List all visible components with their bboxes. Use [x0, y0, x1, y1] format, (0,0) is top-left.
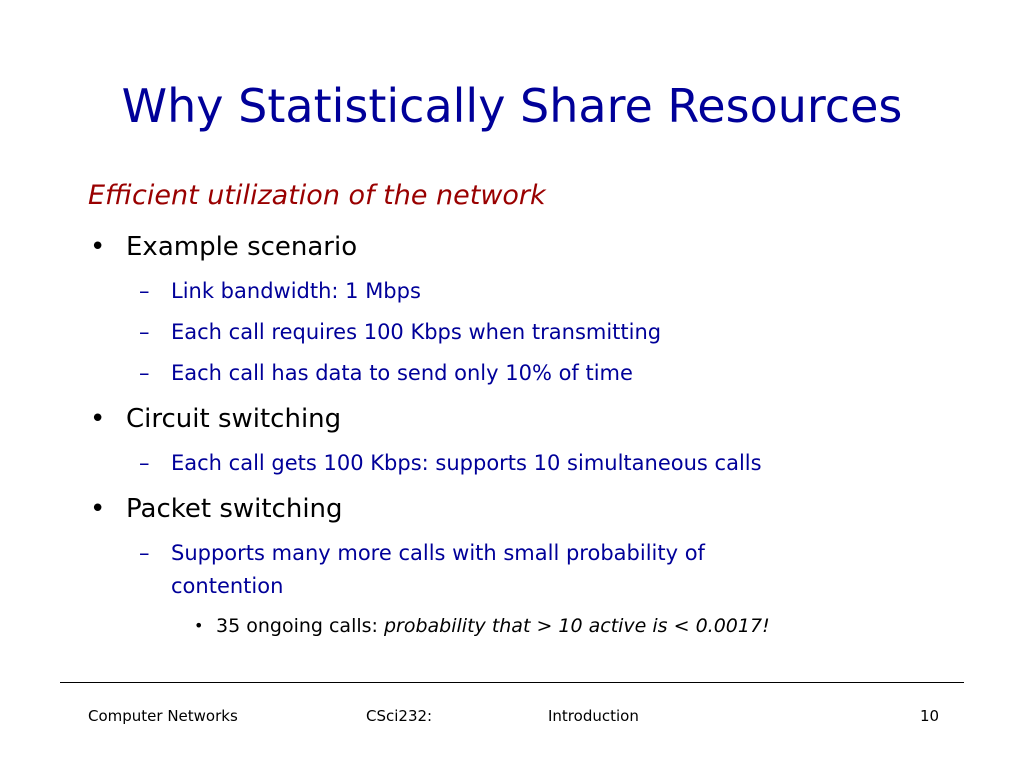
sub-sub-bullet-ongoing-calls: [194, 612, 770, 640]
bullet-dot-icon: •: [90, 494, 106, 524]
sub-bullet-text: Each call has data to send only 10% of time: [171, 361, 633, 385]
sub-bullet-packet-detail-continued: [171, 570, 283, 602]
footer-page-number: 10: [920, 707, 940, 725]
footer-divider: [60, 682, 964, 683]
slide-subtitle: Efficient utilization of the network: [88, 180, 546, 211]
sub-bullet-call-requires: [139, 316, 662, 348]
sub-bullet-packet-detail: [139, 537, 705, 569]
bullet-text: Circuit switching: [126, 404, 342, 434]
footer-course: Computer Networks: [88, 707, 238, 725]
bullet-text: Example scenario: [126, 232, 358, 262]
bullet-dot-icon: •: [90, 404, 106, 434]
dash-icon: –: [139, 361, 150, 385]
slide-title: Why Statistically Share Resources: [121, 79, 903, 133]
footer-topic: Introduction: [548, 707, 639, 725]
sub-bullet-circuit-detail: [139, 447, 762, 479]
bullet-example-scenario: [90, 228, 358, 266]
bullet-text: Packet switching: [126, 494, 343, 524]
bullet-circuit-switching: [90, 400, 342, 438]
bullet-dot-icon: •: [90, 232, 106, 262]
bullet-packet-switching: [90, 490, 343, 528]
sub-sub-bullet-prefix: 35 ongoing calls:: [216, 615, 384, 637]
dash-icon: –: [139, 541, 150, 565]
sub-bullet-text: Each call gets 100 Kbps: supports 10 simultaneous calls: [171, 451, 762, 475]
sub-bullet-text: Link bandwidth: 1 Mbps: [171, 279, 421, 303]
sub-bullet-call-data: [139, 357, 633, 389]
sub-bullet-text: Supports many more calls with small probability of: [171, 541, 705, 565]
sub-bullet-text: Each call requires 100 Kbps when transmitting: [171, 320, 662, 344]
sub-bullet-text: contention: [171, 574, 284, 598]
sub-bullet-link-bandwidth: [139, 275, 421, 307]
dash-icon: –: [139, 279, 150, 303]
sub-sub-bullet-emphasis: probability that > 10 active is < 0.0017!: [383, 615, 770, 637]
bullet-dot-icon: •: [194, 616, 204, 635]
footer-course-code: CSci232:: [366, 707, 433, 725]
dash-icon: –: [139, 451, 150, 475]
dash-icon: –: [139, 320, 150, 344]
